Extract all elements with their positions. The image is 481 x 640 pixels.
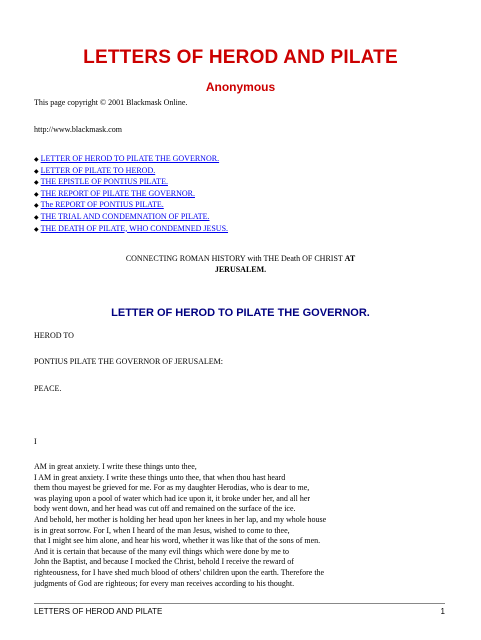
document-title: LETTERS OF HEROD AND PILATE — [83, 47, 398, 68]
body-line: John the Baptist, and because I mocked the Christ, behold I receive the reward of — [34, 557, 294, 567]
toc-item — [34, 154, 228, 166]
body-line: And behold, her mother is holding her head upon her knees in her lap, and my whole house — [34, 514, 327, 524]
section-heading: LETTER OF HEROD TO PILATE THE GOVERNOR. — [111, 307, 370, 319]
connecting-text: CONNECTING ROMAN HISTORY with THE Death OF CHRIST — [125, 254, 345, 263]
connecting-subtitle — [0, 253, 481, 275]
toc-item — [34, 189, 228, 201]
toc-link[interactable]: LETTER OF PILATE TO HEROD. — [40, 165, 156, 175]
toc-link[interactable]: THE DEATH OF PILATE, WHO CONDEMNED JESUS. — [40, 223, 229, 233]
document-author: Anonymous — [205, 80, 276, 94]
bullet-icon: ◆ — [34, 214, 39, 221]
body-line: AM in great anxiety. I write these things unto thee, — [34, 462, 197, 471]
bullet-icon: ◆ — [34, 226, 39, 233]
bullet-icon: ◆ — [34, 203, 39, 210]
toc-item — [34, 224, 228, 236]
toc-item — [34, 177, 228, 189]
copyright-notice: This page copyright © 2001 Blackmask Online. — [34, 98, 188, 107]
salutation-line: PONTIUS PILATE THE GOVERNOR OF JERUSALEM: — [34, 357, 223, 366]
section-number: I — [34, 437, 37, 446]
bullet-icon: ◆ — [34, 168, 39, 175]
body-paragraph — [34, 462, 326, 589]
connecting-text-bold-2: JERUSALEM. — [214, 265, 267, 274]
bullet-icon: ◆ — [34, 191, 39, 198]
footer-title: LETTERS OF HEROD AND PILATE — [34, 607, 163, 616]
bullet-icon: ◆ — [34, 157, 39, 163]
table-of-contents — [34, 154, 228, 235]
toc-link[interactable]: THE REPORT OF PILATE THE GOVERNOR. — [40, 188, 195, 198]
toc-item — [34, 212, 228, 224]
body-line: I AM in great anxiety. I write these things unto thee, that when thou hast heard — [34, 472, 286, 482]
toc-link[interactable]: THE EPISTLE OF PONTIUS PILATE. — [40, 177, 168, 187]
toc-item — [34, 166, 228, 178]
bullet-icon: ◆ — [34, 180, 39, 187]
toc-link[interactable]: The REPORT OF PONTIUS PILATE. — [40, 200, 164, 210]
body-line: And it is certain that because of the many evil things which were done by me to — [34, 546, 290, 556]
body-line: that I might see him alone, and hear his word, whether it was like that of the sons of men. — [34, 536, 321, 546]
body-line: them thou mayest be grieved for me. For as my daughter Herodias, who is dear to me, — [34, 483, 310, 493]
toc-link[interactable]: THE TRIAL AND CONDEMNATION OF PILATE. — [40, 211, 210, 221]
body-line: was playing upon a pool of water which had ice upon it, it broke under her, and all her — [34, 493, 311, 503]
toc-link[interactable]: LETTER OF HEROD TO PILATE THE GOVERNOR. — [40, 154, 220, 163]
salutation-line: PEACE. — [34, 384, 62, 393]
connecting-text-bold: AT — [344, 254, 356, 263]
salutation-line: HEROD TO — [34, 331, 74, 340]
toc-item — [34, 200, 228, 212]
body-line: judgments of God are righteous; for every man receives according to his thought. — [34, 578, 295, 588]
body-line: body went down, and her head was cut off and remained on the surface of the ice. — [34, 504, 296, 514]
page-number: 1 — [440, 607, 445, 616]
body-line: is in great sorrow. For I, when I heard of the man Jesus, wished to come to thee, — [34, 525, 290, 535]
page-footer — [34, 603, 445, 616]
body-line: righteousness, for I have shed much blood of others' children upon the earth. Therefore the — [34, 567, 325, 577]
website-url: http://www.blackmask.com — [34, 125, 122, 134]
